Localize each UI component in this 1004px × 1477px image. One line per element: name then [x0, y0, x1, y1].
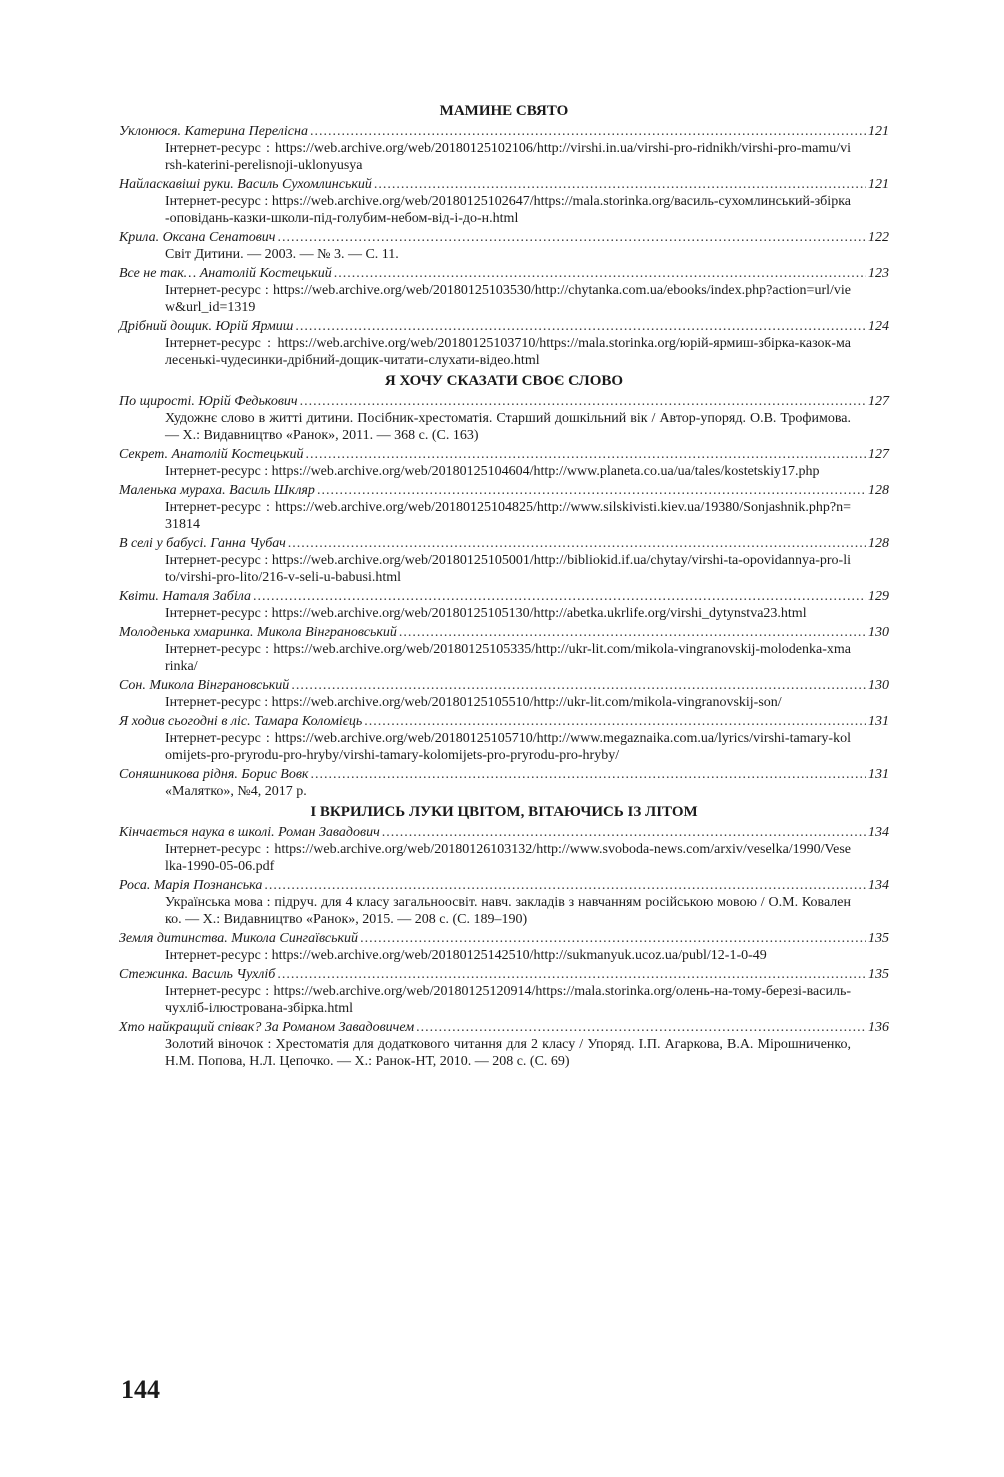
- entry-source: Золотий віночок : Хрестоматія для додаткового читання для 2 класу / Упоряд. І.П. Агаркова, В.А. Мірошниченко, Н.М. Попова, Н.Л. Цепочко. — Х.: Ранок-НТ, 2010. — 208 с. (С. 69): [165, 1037, 851, 1069]
- entry-page-number: 135: [868, 967, 889, 982]
- entry-page-number: 136: [868, 1020, 889, 1035]
- entry-title: В селі у бабусі. Ганна Чубач: [119, 536, 286, 551]
- entry-title: Квіти. Наталя Забіла: [119, 589, 252, 604]
- entry-title: Секрет. Анатолій Костецький: [119, 447, 304, 462]
- entry-page-number: 124: [868, 319, 889, 334]
- dot-leader: [334, 265, 866, 282]
- toc-entry: [119, 123, 889, 174]
- entry-source: Інтернет-ресурс : https://web.archive.org/web/20180125105130/http://abetka.ukrlife.org/virshi_dytynstva23.html: [165, 606, 807, 621]
- entry-source: «Малятко», №4, 2017 р.: [165, 784, 307, 799]
- entry-heading: [119, 318, 889, 335]
- entry-source: Художнє слово в житті дитини. Посібник-хрестоматія. Старший дошкільний вік / Автор-упоряд. О.В. Трофимова. — Х.: Видавництво «Ранок», 2011. — 368 с. (С. 163): [165, 411, 851, 443]
- dot-leader: [291, 677, 866, 694]
- entry-page-number: 123: [868, 266, 889, 281]
- toc-entry: [119, 588, 889, 622]
- entry-page-number: 121: [868, 177, 889, 192]
- entry-page-number: 131: [868, 767, 889, 782]
- entry-title: Я ходив сьогодні в ліс. Тамара Коломієць: [119, 714, 363, 729]
- entry-heading: [119, 482, 889, 499]
- entry-page-number: 129: [868, 589, 889, 604]
- entry-title: Соняшникова рідня. Борис Вовк: [119, 767, 309, 782]
- entry-title: Крила. Оксана Сенатович: [119, 230, 276, 245]
- entry-page-number: 134: [868, 878, 889, 893]
- dot-leader: [295, 318, 866, 335]
- entry-source: Інтернет-ресурс : https://web.archive.org/web/20180125104604/http://www.planeta.co.ua/ua/tales/kostetskiy17.php: [165, 464, 820, 479]
- entry-heading: [119, 176, 889, 193]
- entry-title: Сон. Микола Вінграновський: [119, 678, 290, 693]
- dot-leader: [382, 824, 866, 841]
- toc-entry: [119, 318, 889, 369]
- entry-heading: [119, 766, 889, 783]
- entry-title: Роса. Марія Познанська: [119, 878, 263, 893]
- toc-entry: [119, 446, 889, 480]
- toc-entry: [119, 624, 889, 675]
- entry-heading: [119, 1019, 889, 1036]
- toc-entry: [119, 176, 889, 227]
- entry-title: Уклонюся. Катерина Перелісна: [119, 124, 308, 139]
- toc-entry: [119, 766, 889, 800]
- entry-source: Інтернет-ресурс : https://web.archive.org/web/20180125105001/http://bibliokid.if.ua/chytay/virshi-ta-opovidannya-pro-lito/virshi-pro-lito/216-v-seli-u-babusi.html: [165, 553, 851, 585]
- entry-heading: [119, 123, 889, 140]
- entry-source: Інтернет-ресурс : https://web.archive.org/web/20180125142510/http://sukmanyuk.ucoz.ua/publ/12-1-0-49: [165, 948, 767, 963]
- table-of-contents: [119, 101, 889, 1072]
- entry-title: Все не так… Анатолій Костецький: [119, 266, 332, 281]
- toc-entry: [119, 824, 889, 875]
- entry-heading: [119, 677, 889, 694]
- toc-entry: [119, 265, 889, 316]
- toc-entry: [119, 677, 889, 711]
- entry-page-number: 134: [868, 825, 889, 840]
- entry-heading: [119, 966, 889, 983]
- toc-entry: [119, 877, 889, 928]
- entry-heading: [119, 588, 889, 605]
- dot-leader: [360, 930, 866, 947]
- dot-leader: [416, 1019, 866, 1036]
- entry-title: Хто найкращий співак? За Романом Завадовичем: [119, 1020, 415, 1035]
- toc-entry: [119, 482, 889, 533]
- entry-page-number: 127: [868, 447, 889, 462]
- dot-leader: [399, 624, 866, 641]
- entry-source: Інтернет-ресурс : https://web.archive.org/web/20180125120914/https://mala.storinka.org/олень-на-тому-березі-василь-чухліб-ілюстрована-збірка.html: [165, 984, 851, 1016]
- section-title: Я ХОЧУ СКАЗАТИ СВОЄ СЛОВО: [384, 373, 624, 389]
- section-title: МАМИНЕ СВЯТО: [439, 103, 569, 119]
- dot-leader: [300, 393, 866, 410]
- section-title: І ВКРИЛИСЬ ЛУКИ ЦВІТОМ, ВІТАЮЧИСЬ ІЗ ЛІТОМ: [310, 804, 698, 820]
- entry-heading: [119, 265, 889, 282]
- entry-page-number: 128: [868, 536, 889, 551]
- entry-heading: [119, 624, 889, 641]
- toc-entry: [119, 229, 889, 263]
- entry-source: Інтернет-ресурс : https://web.archive.org/web/20180125105710/http://www.megaznaika.com.ua/lyrics/virshi-tamary-kolomijets-pro-pryrodu-pro-hryby/virshi-tamary-kolomijets-pro-pryrodu-pro-hryby/: [165, 731, 851, 763]
- entry-source: Інтернет-ресурс : https://web.archive.org/web/20180125103530/http://chytanka.com.ua/ebooks/index.php?action=url/view&url_id=1319: [165, 283, 851, 315]
- entry-page-number: 131: [868, 714, 889, 729]
- dot-leader: [253, 588, 866, 605]
- entry-page-number: 135: [868, 931, 889, 946]
- toc-entry: [119, 535, 889, 586]
- entry-page-number: 128: [868, 483, 889, 498]
- entry-source: Інтернет-ресурс : https://web.archive.org/web/20180125105335/http://ukr-lit.com/mikola-vingranovskij-molodenka-xmarinka/: [165, 642, 851, 674]
- dot-leader: [264, 877, 866, 894]
- dot-leader: [310, 766, 866, 783]
- section: [119, 371, 889, 800]
- entry-title: Кінчається наука в школі. Роман Завадович: [119, 825, 380, 840]
- entry-title: Маленька мураха. Василь Шкляр: [119, 483, 315, 498]
- entry-title: По щирості. Юрій Федькович: [119, 394, 298, 409]
- dot-leader: [288, 535, 866, 552]
- toc-entry: [119, 930, 889, 964]
- entry-title: Стежинка. Василь Чухліб: [119, 967, 276, 982]
- entry-heading: [119, 713, 889, 730]
- toc-entry: [119, 393, 889, 444]
- page-number: 144: [121, 1375, 160, 1404]
- entry-title: Молоденька хмаринка. Микола Вінграновський: [119, 625, 397, 640]
- entry-heading: [119, 535, 889, 552]
- dot-leader: [277, 966, 866, 983]
- entry-source: Інтернет-ресурс : https://web.archive.org/web/20180125102647/https://mala.storinka.org/василь-сухомлинський-збірка-оповідань-казки-школи-під-голубим-небом-від-і-до-н.html: [165, 194, 851, 226]
- entry-title: Дрібний дощик. Юрій Ярмиш: [119, 319, 294, 334]
- entry-page-number: 121: [868, 124, 889, 139]
- dot-leader: [374, 176, 866, 193]
- entry-source: Українська мова : підруч. для 4 класу загальноосвіт. навч. закладів з навчанням російською мовою / О.М. Коваленко. — Х.: Видавництво «Ранок», 2015. — 208 с. (С. 189–190): [165, 895, 851, 927]
- entry-title: Земля дитинства. Микола Сингаївський: [119, 931, 359, 946]
- dot-leader: [364, 713, 866, 730]
- entry-page-number: 130: [868, 625, 889, 640]
- entry-heading: [119, 824, 889, 841]
- toc-entry: [119, 713, 889, 764]
- entry-heading: [119, 229, 889, 246]
- dot-leader: [277, 229, 866, 246]
- entry-heading: [119, 446, 889, 463]
- entry-source: Інтернет-ресурс : https://web.archive.org/web/20180125105510/http://ukr-lit.com/mikola-vingranovskij-son/: [165, 695, 782, 710]
- toc-entry: [119, 1019, 889, 1070]
- section: [119, 802, 889, 1070]
- entry-heading: [119, 930, 889, 947]
- dot-leader: [305, 446, 866, 463]
- dot-leader: [310, 123, 866, 140]
- entry-title: Найласкавіші руки. Василь Сухомлинський: [119, 177, 372, 192]
- entry-source: Світ Дитини. — 2003. — № 3. — С. 11.: [165, 247, 399, 262]
- entry-heading: [119, 877, 889, 894]
- entry-source: Інтернет-ресурс : https://web.archive.org/web/20180126103132/http://www.svoboda-news.com/arxiv/veselka/1990/Veselka-1990-05-06.pdf: [165, 842, 851, 874]
- entry-heading: [119, 393, 889, 410]
- entry-source: Інтернет-ресурс : https://web.archive.org/web/20180125104825/http://www.silskivisti.kiev.ua/19380/Sonjashnik.php?n=31814: [165, 500, 851, 532]
- entry-page-number: 127: [868, 394, 889, 409]
- entry-page-number: 122: [868, 230, 889, 245]
- entry-source: Інтернет-ресурс : https://web.archive.org/web/20180125103710/https://mala.storinka.org/юрій-ярмиш-збірка-казок-малесенькі-чудесинки-дрібний-дощик-читати-слухати-відео.html: [165, 336, 851, 368]
- dot-leader: [317, 482, 866, 499]
- entry-page-number: 130: [868, 678, 889, 693]
- toc-entry: [119, 966, 889, 1017]
- section: [119, 101, 889, 369]
- entry-source: Інтернет-ресурс : https://web.archive.org/web/20180125102106/http://virshi.in.ua/virshi-pro-ridnikh/virshi-pro-mamu/virsh-katerini-perelisnoji-uklonyusya: [165, 141, 851, 173]
